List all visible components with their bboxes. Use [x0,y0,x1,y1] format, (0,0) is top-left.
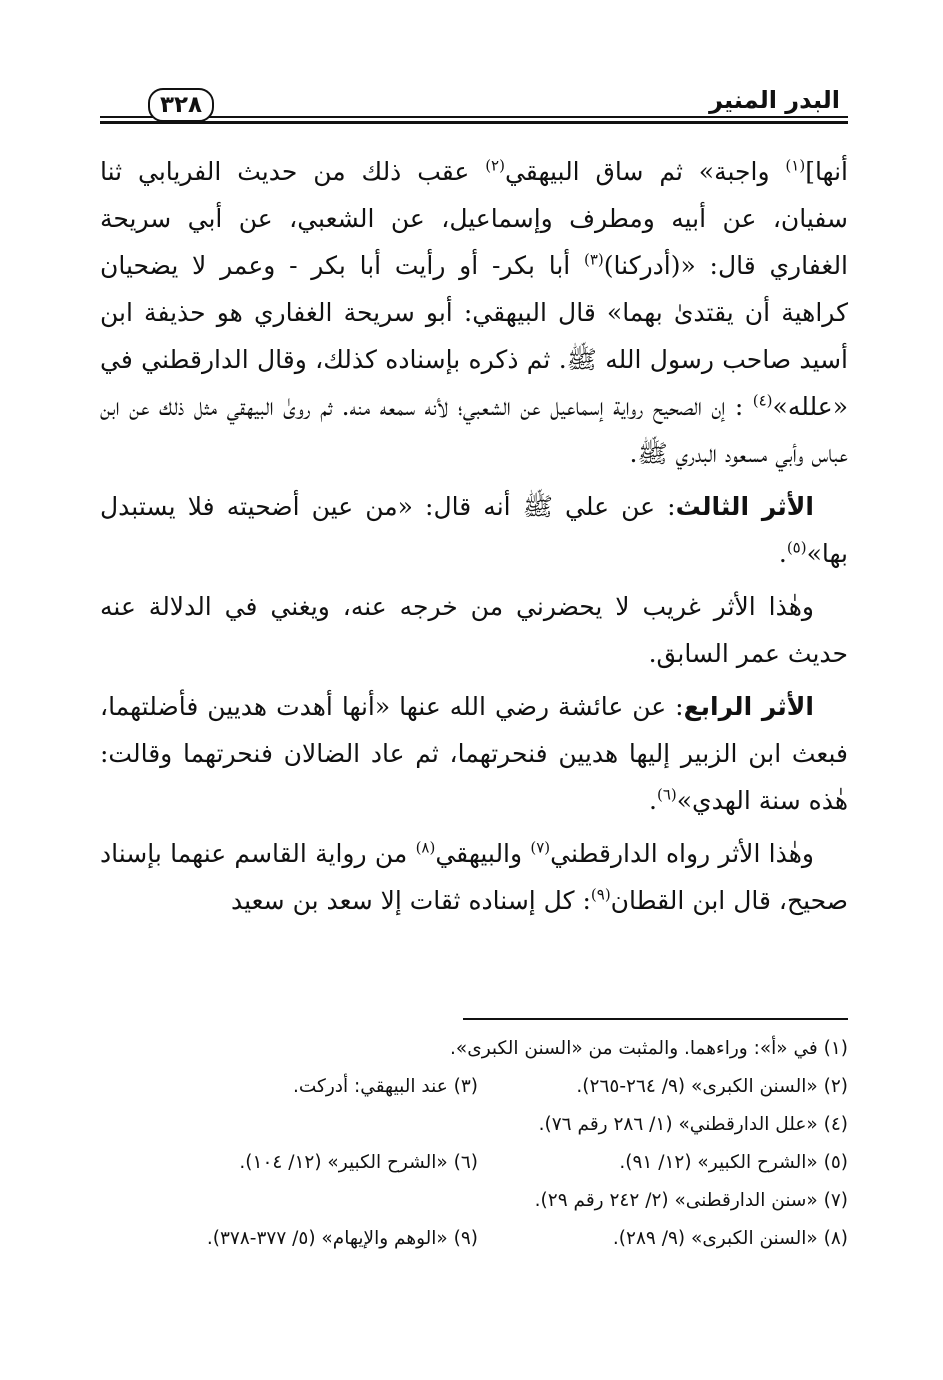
footnote-separator [463,1018,848,1020]
text-run: أنها] [805,157,848,186]
text-run: . [778,539,787,568]
footnote-entry: (٤) «علل الدارقطني» (١/ ٢٨٦ رقم ٧٦). [538,1114,848,1135]
text-run: : كل إسناده ثقات إلا سعد بن سعيد [230,886,591,915]
paragraph-p2 [100,483,848,577]
footnote-ref: (٥) [786,538,807,557]
text-run: من رواية القاسم عنهما بإسناد صحيح، قال ابن القطان [100,839,848,915]
footnote-line [100,1106,848,1144]
running-title: البدر المنير [709,86,840,114]
footnote-entry: (٩) «الوهم والإيهام» (٥/ ٣٧٧-٣٧٨). [206,1228,478,1249]
text-run: أبا بكر- أو رأيت أبا بكر - وعمر لا يضحيان كراهية أن يقتدىٰ بهما» قال البيهقي: أبو سريحة الغفاري هو حذيفة ابن أسيد صاحب رسول الله ﷺ. ثم ذكره بإسناده كذلك، وقال الدارقطني في «علله» [100,251,848,421]
footnote-entry: (٣) عند البيهقي: أدركت. [293,1076,478,1097]
footnote-ref: (٢) [485,156,505,175]
footnote-ref: (٨) [415,838,436,857]
paragraph-p3 [100,583,848,677]
text-run: : عن عائشة رضي الله عنها «أنها أهدت هديين فأضلتهما، فبعث ابن الزبير إليها هديين فنحرتهما، ثم عاد الضالان فنحرتهما وقالت: هٰذه سنة الهدي» [100,692,848,815]
footnote-entry: (١) في «أ»: وراءهما. والمثبت من «السنن الكبرى». [450,1038,848,1059]
paragraph-p1 [100,148,848,477]
text-run: عقب ذلك من حديث الفريابي ثنا سفيان، عن أبيه ومطرف وإسماعيل، عن الشعبي، عن أبي سريحة الغفاري قال: «(أدركنا) [100,157,849,280]
text-run: : إن الصحيح رواية إسماعيل عن الشعبي؛ لأنه سمعه منه. ثم روىٰ البيهقي مثل ذلك عن ابن عباس وأبي مسعود البدري ﷺ. [100,392,848,468]
section-heading: الأثر الثالث [675,492,814,521]
footnote-entry: (٥) «الشرح الكبير» (١٢/ ٩١). [619,1152,848,1173]
footnotes [100,1030,848,1258]
section-heading: الأثر الرابع [683,692,814,721]
text-run: . [649,786,657,815]
text-run: والبيهقي [435,839,531,868]
footnote-line [100,1220,848,1258]
footnote-entry: (٦) «الشرح الكبير» (١٢/ ١٠٤). [239,1152,478,1173]
footnote-line [100,1068,848,1106]
footnote-entry: (٢) «السنن الكبرى» (٩/ ٢٦٤-٢٦٥). [576,1076,848,1097]
footnote-entry: (٨) «السنن الكبرى» (٩/ ٢٨٩). [612,1228,848,1249]
footnote-ref: (٤) [752,391,773,410]
text-run: وهٰذا الأثر غريب لا يحضرني من خرجه عنه، ويغني في الدلالة عنه حديث عمر السابق. [100,592,848,668]
footnote-entry: (٧) «سنن الدارقطنى» (٢/ ٢٤٢ رقم ٢٩). [534,1190,848,1211]
footnote-ref: (٦) [656,785,677,804]
header-rule-thin [100,116,848,118]
footnote-line [100,1144,848,1182]
footnote-ref: (٧) [530,838,551,857]
main-text [100,148,848,930]
text-run: وهٰذا الأثر رواه الدارقطني [550,839,814,868]
paragraph-p4 [100,683,848,824]
text-run: : عن علي ﷺ أنه قال: «من عين أضحيته فلا يستبدل بها» [100,492,848,568]
text-run: واجبة» ثم ساق البيهقي [504,157,786,186]
footnote-line [100,1030,848,1068]
header-rule-thick [100,121,848,124]
page-number: ٣٢٨ [148,88,214,122]
footnote-ref: (٩) [590,885,611,904]
footnote-ref: (١) [785,156,806,175]
page-header [100,82,848,132]
footnote-ref: (٣) [584,250,604,269]
footnote-line [100,1182,848,1220]
paragraph-p5 [100,830,848,924]
